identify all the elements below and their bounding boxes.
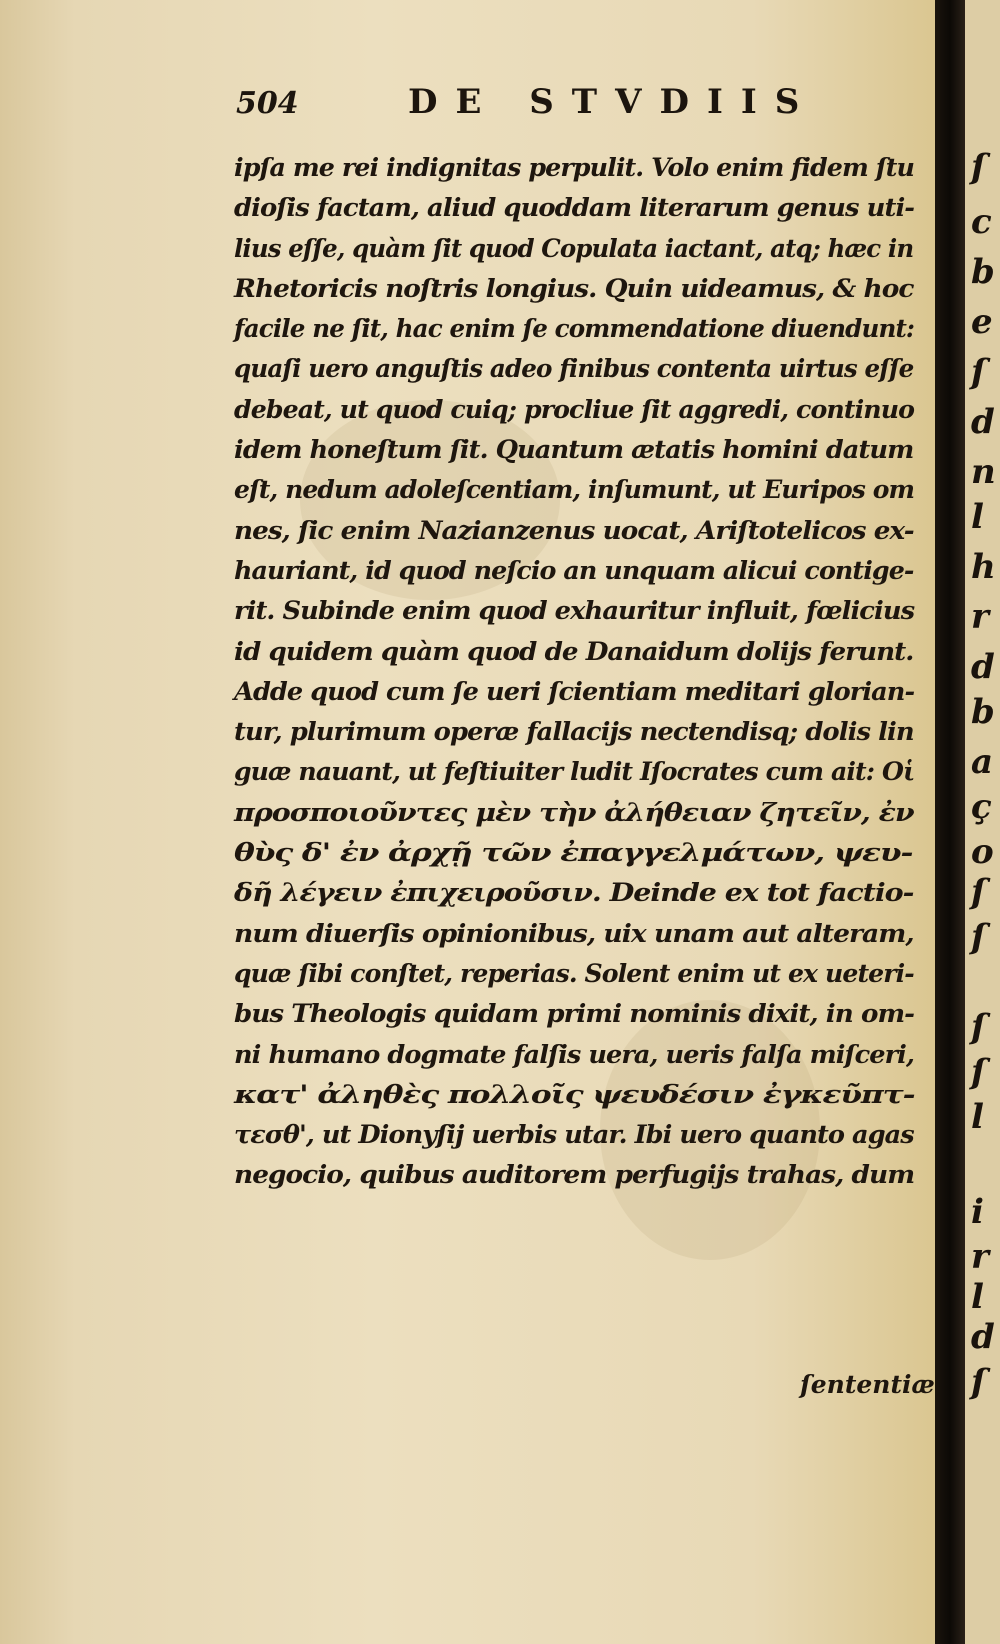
text-line: bus Theologis quidam primi nominis dixit, in om-	[234, 999, 915, 1029]
body-text	[234, 148, 914, 1196]
page-number: 504	[236, 86, 299, 121]
facing-page-char: h	[971, 547, 996, 587]
text-line: Adde quod cum ſe ueri ſcientiam meditari glorian-	[234, 676, 915, 706]
facing-page-char: e	[971, 302, 993, 342]
facing-page-char: l	[971, 497, 984, 537]
facing-page-char: o	[971, 832, 994, 872]
running-head: DE STVDIIS	[408, 82, 818, 122]
text-line: facile ne ſit, hac enim ſe commendatione diuendunt:	[234, 314, 915, 344]
facing-page-char: d	[971, 647, 995, 687]
facing-page-char: l	[971, 1277, 984, 1317]
text-line: lius eſſe, quàm ſit quod Copulata iactant, atq; hæc in	[234, 233, 914, 263]
text-line: debeat, ut quod cuiq; procliue ſit aggredi, continuo	[234, 394, 915, 424]
facing-page-char: r	[971, 1237, 989, 1277]
text-line-greek: προσποιοῦντες μὲν τὴν ἀλήθειαν ζητεῖν, ἐν	[234, 797, 914, 827]
text-line: dioſis factam, aliud quoddam literarum genus uti-	[234, 193, 915, 223]
facing-page-char: r	[971, 597, 989, 637]
book-gutter	[935, 0, 965, 1644]
text-line: quaſi uero anguſtis adeo finibus contenta uirtus eſſe	[234, 354, 914, 384]
text-line: num diuerſis opinionibus, uix unam aut alteram,	[234, 918, 914, 948]
facing-page-char: ſ	[971, 917, 986, 957]
text-line: id quidem quàm quod de Danaidum dolijs ferunt.	[234, 636, 914, 666]
facing-page-char: d	[971, 402, 995, 442]
text-line: eſt, nedum adoleſcentiam, inſumunt, ut Euripos om	[234, 475, 915, 505]
facing-page-edge	[965, 0, 1000, 1644]
text-line: hauriant, id quod neſcio an unquam alicui contige-	[234, 555, 914, 585]
facing-page-char: ç	[971, 787, 992, 827]
text-line: tur, plurimum operæ fallacijs nectendisq; dolis lin	[234, 717, 914, 747]
text-line: negocio, quibus auditorem perfugijs trahas, dum	[234, 1160, 915, 1190]
facing-page-char: d	[971, 1317, 995, 1357]
facing-page-char: i	[971, 1192, 984, 1232]
facing-page-char: ſ	[971, 352, 986, 392]
facing-page-char: b	[971, 692, 995, 732]
facing-page-char: b	[971, 252, 995, 292]
facing-page-char: ſ	[971, 147, 986, 187]
text-line: Rhetoricis noſtris longius. Quin uideamus, & hoc	[234, 273, 914, 303]
text-line: τεσθ', ut Dionyſij uerbis utar. Ibi uero quanto agas	[234, 1120, 914, 1150]
text-line: idem honeſtum ſit. Quantum ætatis homini datum	[234, 435, 914, 465]
facing-page-char: n	[971, 452, 996, 492]
text-line: ni humano dogmate falſis uera, ueris falſa miſceri,	[234, 1039, 914, 1069]
facing-page-char: c	[971, 202, 992, 242]
text-line-greek: θὺς δ' ἐν ἀρχῇ τῶν ἐπαγγελμάτων, ψευ-	[234, 838, 913, 868]
text-line: quæ ſibi conſtet, reperias. Solent enim ut ex ueteri-	[234, 958, 914, 988]
text-line: rit. Subinde enim quod exhauritur influit, fœlicius	[234, 596, 915, 626]
catchword: ſententiæ	[800, 1370, 935, 1399]
text-line: ipſa me rei indignitas perpulit. Volo enim fidem ſtu	[234, 153, 915, 182]
facing-page-char: ſ	[971, 1007, 986, 1047]
facing-page-char: ſ	[971, 1052, 986, 1092]
facing-page-char: ſ	[971, 872, 986, 912]
facing-page-char: ſ	[971, 1362, 986, 1402]
text-line: nes, ſic enim Nazianzenus uocat, Ariſtotelicos ex-	[234, 515, 914, 545]
facing-page-char: a	[971, 742, 994, 782]
text-line-greek: κατ' ἀληθὲς πολλοῖς ψευδέσιν ἐγκεῦπτ-	[234, 1079, 915, 1109]
text-line: δῆ λέγειν ἐπιχειροῦσιν. Deinde ex tot factio-	[234, 878, 914, 908]
facing-page-char: l	[971, 1097, 984, 1137]
text-line: guæ nauant, ut feſtiuiter ludit Iſocrates cum ait: Οἱ	[234, 757, 915, 787]
